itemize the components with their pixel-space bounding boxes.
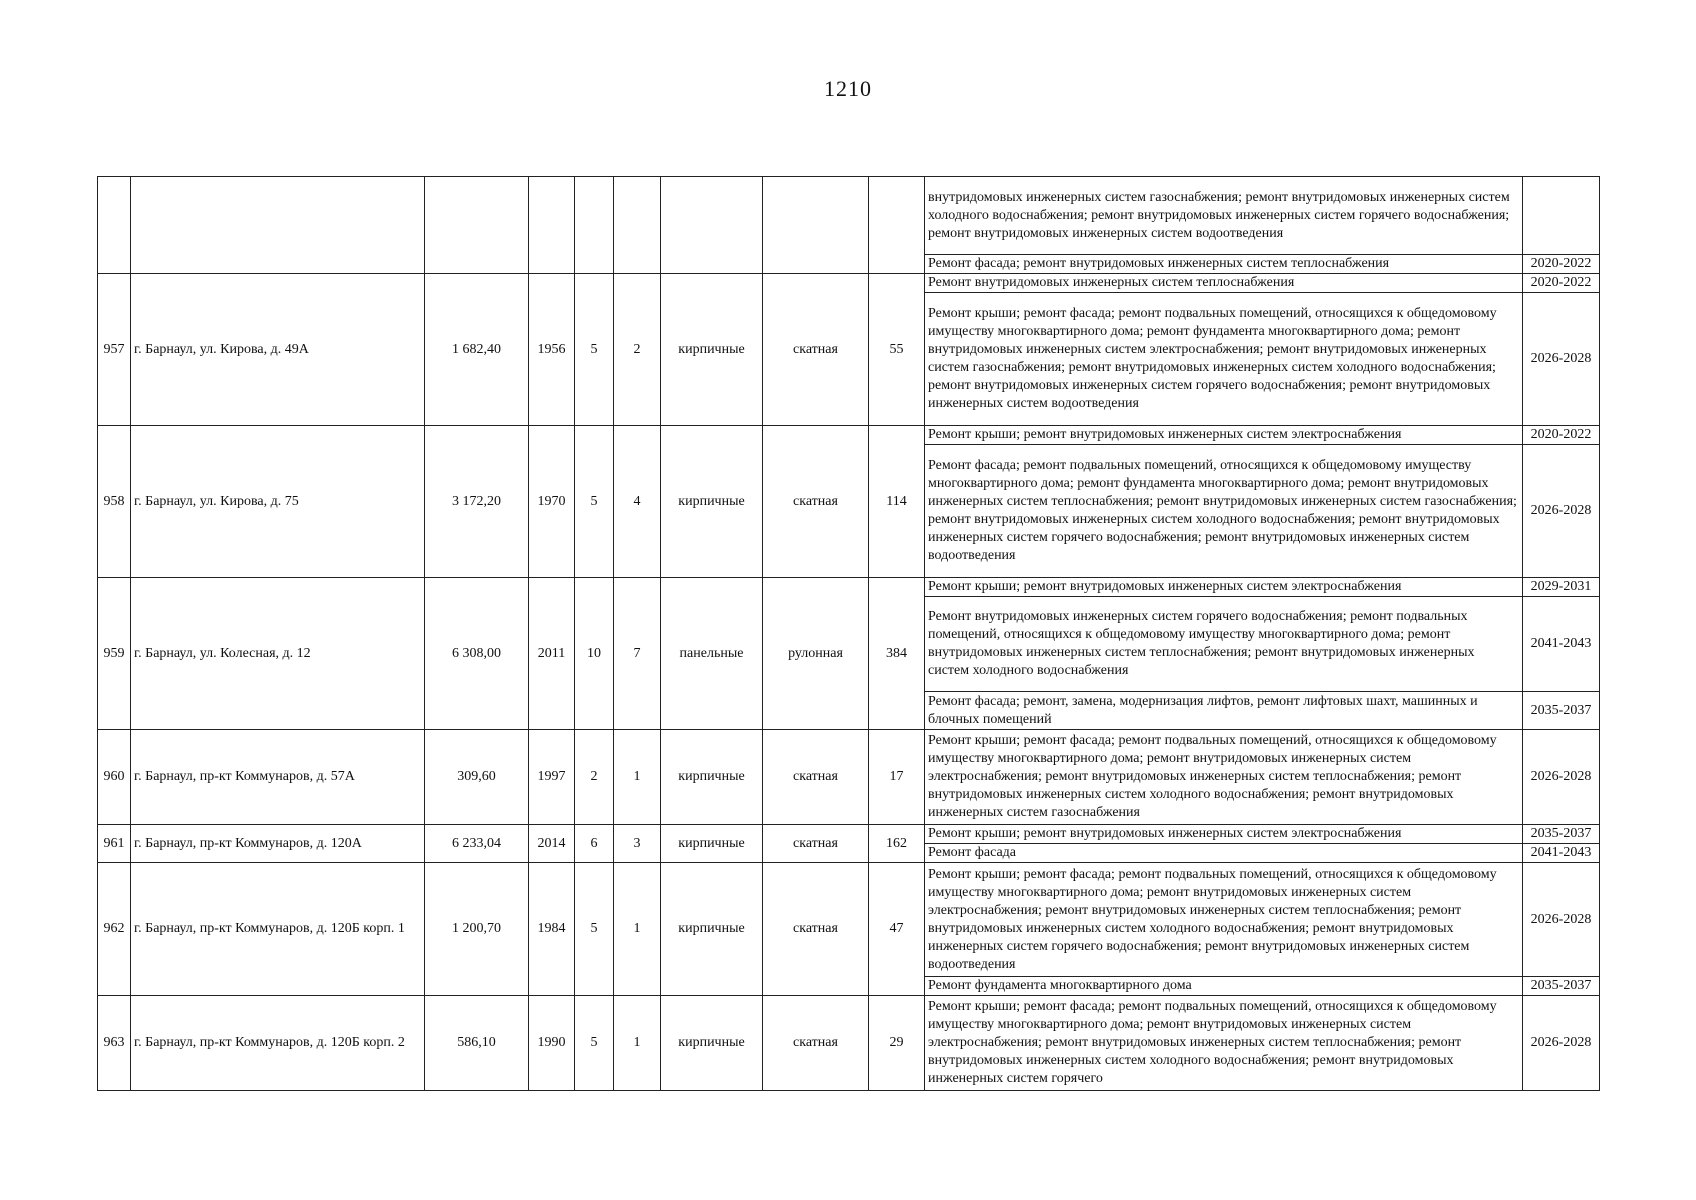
- residents-cell: 55: [869, 274, 925, 426]
- roof-cell: скатная: [763, 730, 869, 825]
- period-cell: 2026-2028: [1523, 445, 1600, 578]
- row-number: 961: [98, 825, 131, 863]
- table-row: [98, 274, 1600, 293]
- area-cell: 1 682,40: [425, 274, 529, 426]
- area-cell: 6 233,04: [425, 825, 529, 863]
- work-list-cell: Ремонт фасада; ремонт внутридомовых инженерных систем теплоснабжения: [925, 255, 1523, 274]
- table-row: [98, 863, 1600, 977]
- work-list-cell: Ремонт фасада: [925, 844, 1523, 863]
- year-cell: 1984: [529, 863, 575, 996]
- address-cell: г. Барнаул, пр-кт Коммунаров, д. 120Б корп. 1: [131, 863, 425, 996]
- work-list-cell: Ремонт крыши; ремонт внутридомовых инженерных систем электроснабжения: [925, 426, 1523, 445]
- roof-cell: скатная: [763, 274, 869, 426]
- area-cell: 6 308,00: [425, 578, 529, 730]
- work-list-cell: Ремонт фасада; ремонт, замена, модернизация лифтов, ремонт лифтовых шахт, машинных и блочных помещений: [925, 692, 1523, 730]
- entrances-cell: 1: [614, 730, 661, 825]
- residents-cell: [869, 177, 925, 274]
- residents-cell: 114: [869, 426, 925, 578]
- roof-cell: скатная: [763, 996, 869, 1091]
- address-cell: г. Барнаул, пр-кт Коммунаров, д. 120А: [131, 825, 425, 863]
- row-number: 960: [98, 730, 131, 825]
- address-cell: г. Барнаул, пр-кт Коммунаров, д. 120Б корп. 2: [131, 996, 425, 1091]
- floors-cell: 5: [575, 863, 614, 996]
- entrances-cell: [614, 177, 661, 274]
- period-cell: 2035-2037: [1523, 977, 1600, 996]
- address-cell: г. Барнаул, ул. Кирова, д. 75: [131, 426, 425, 578]
- address-cell: г. Барнаул, ул. Колесная, д. 12: [131, 578, 425, 730]
- area-cell: 309,60: [425, 730, 529, 825]
- period-cell: 2026-2028: [1523, 293, 1600, 426]
- year-cell: 1990: [529, 996, 575, 1091]
- work-list-cell: Ремонт крыши; ремонт фасада; ремонт подвальных помещений, относящихся к общедомовому имуществу многоквартирного дома; ремонт внутридомовых инженерных систем электроснабжения; ремонт внутридомовых инженерных систем теплоснабжения; ремонт внутридомовых инженерных систем холодного водоснабжения; ремонт внутридомовых инженерных систем горячего: [925, 996, 1523, 1091]
- roof-cell: скатная: [763, 863, 869, 996]
- walls-cell: кирпичные: [661, 996, 763, 1091]
- walls-cell: кирпичные: [661, 274, 763, 426]
- work-list-cell: Ремонт внутридомовых инженерных систем теплоснабжения: [925, 274, 1523, 293]
- residents-cell: 47: [869, 863, 925, 996]
- work-list-cell: Ремонт внутридомовых инженерных систем горячего водоснабжения; ремонт подвальных помещений, относящихся к общедомовому имуществу многоквартирного дома; ремонт внутридомовых инженерных систем теплоснабжения; ремонт внутридомовых инженерных систем холодного водоснабжения: [925, 597, 1523, 692]
- area-cell: 586,10: [425, 996, 529, 1091]
- year-cell: 1956: [529, 274, 575, 426]
- work-list-cell: Ремонт фасада; ремонт подвальных помещений, относящихся к общедомовому имуществу многоквартирного дома; ремонт фундамента многоквартирного дома; ремонт внутридомовых инженерных систем теплоснабжения; ремонт внутридомовых инженерных систем газоснабжения; ремонт внутридомовых инженерных систем холодного водоснабжения; ремонт внутридомовых инженерных систем горячего водоснабжения; ремонт внутридомовых инженерных систем водоотведения: [925, 445, 1523, 578]
- period-cell: 2020-2022: [1523, 255, 1600, 274]
- year-cell: 1970: [529, 426, 575, 578]
- entrances-cell: 2: [614, 274, 661, 426]
- period-cell: 2041-2043: [1523, 597, 1600, 692]
- residents-cell: 384: [869, 578, 925, 730]
- table-row: [98, 578, 1600, 597]
- year-cell: 2011: [529, 578, 575, 730]
- floors-cell: 5: [575, 426, 614, 578]
- year-cell: 1997: [529, 730, 575, 825]
- walls-cell: кирпичные: [661, 863, 763, 996]
- year-cell: [529, 177, 575, 274]
- period-cell: 2035-2037: [1523, 692, 1600, 730]
- work-list-cell: Ремонт крыши; ремонт фасада; ремонт подвальных помещений, относящихся к общедомовому имуществу многоквартирного дома; ремонт внутридомовых инженерных систем электроснабжения; ремонт внутридомовых инженерных систем теплоснабжения; ремонт внутридомовых инженерных систем холодного водоснабжения; ремонт внутридомовых инженерных систем газоснабжения: [925, 730, 1523, 825]
- entrances-cell: 1: [614, 863, 661, 996]
- period-cell: [1523, 177, 1600, 255]
- roof-cell: рулонная: [763, 578, 869, 730]
- row-number: 963: [98, 996, 131, 1091]
- floors-cell: [575, 177, 614, 274]
- floors-cell: 6: [575, 825, 614, 863]
- period-cell: 2020-2022: [1523, 274, 1600, 293]
- address-cell: г. Барнаул, ул. Кирова, д. 49А: [131, 274, 425, 426]
- floors-cell: 5: [575, 274, 614, 426]
- area-cell: 3 172,20: [425, 426, 529, 578]
- floors-cell: 5: [575, 996, 614, 1091]
- residents-cell: 29: [869, 996, 925, 1091]
- work-list-cell: Ремонт крыши; ремонт внутридомовых инженерных систем электроснабжения: [925, 825, 1523, 844]
- housing-repair-table: [97, 176, 1600, 1091]
- roof-cell: [763, 177, 869, 274]
- period-cell: 2029-2031: [1523, 578, 1600, 597]
- entrances-cell: 3: [614, 825, 661, 863]
- residents-cell: 162: [869, 825, 925, 863]
- table-row: [98, 730, 1600, 825]
- year-cell: 2014: [529, 825, 575, 863]
- table-row: [98, 825, 1600, 844]
- entrances-cell: 7: [614, 578, 661, 730]
- entrances-cell: 4: [614, 426, 661, 578]
- period-cell: 2026-2028: [1523, 863, 1600, 977]
- roof-cell: скатная: [763, 825, 869, 863]
- floors-cell: 10: [575, 578, 614, 730]
- area-cell: [425, 177, 529, 274]
- work-list-cell: Ремонт фундамента многоквартирного дома: [925, 977, 1523, 996]
- walls-cell: кирпичные: [661, 825, 763, 863]
- table-row: [98, 996, 1600, 1091]
- row-number: 958: [98, 426, 131, 578]
- work-list-cell: Ремонт крыши; ремонт фасада; ремонт подвальных помещений, относящихся к общедомовому имуществу многоквартирного дома; ремонт фундамента многоквартирного дома; ремонт внутридомовых инженерных систем электроснабжения; ремонт внутридомовых инженерных систем газоснабжения; ремонт внутридомовых инженерных систем холодного водоснабжения; ремонт внутридомовых инженерных систем горячего водоснабжения; ремонт внутридомовых инженерных систем водоотведения: [925, 293, 1523, 426]
- work-list-cell: Ремонт крыши; ремонт фасада; ремонт подвальных помещений, относящихся к общедомовому имуществу многоквартирного дома; ремонт внутридомовых инженерных систем электроснабжения; ремонт внутридомовых инженерных систем теплоснабжения; ремонт внутридомовых инженерных систем холодного водоснабжения; ремонт внутридомовых инженерных систем горячего водоснабжения; ремонт внутридомовых инженерных систем водоотведения: [925, 863, 1523, 977]
- area-cell: 1 200,70: [425, 863, 529, 996]
- entrances-cell: 1: [614, 996, 661, 1091]
- period-cell: 2035-2037: [1523, 825, 1600, 844]
- walls-cell: кирпичные: [661, 730, 763, 825]
- row-number: 957: [98, 274, 131, 426]
- period-cell: 2026-2028: [1523, 730, 1600, 825]
- address-cell: г. Барнаул, пр-кт Коммунаров, д. 57А: [131, 730, 425, 825]
- floors-cell: 2: [575, 730, 614, 825]
- page-number: 1210: [824, 76, 872, 101]
- walls-cell: кирпичные: [661, 426, 763, 578]
- table-row: [98, 177, 1600, 255]
- period-cell: 2041-2043: [1523, 844, 1600, 863]
- residents-cell: 17: [869, 730, 925, 825]
- row-number: 959: [98, 578, 131, 730]
- period-cell: 2020-2022: [1523, 426, 1600, 445]
- address-cell: [131, 177, 425, 274]
- roof-cell: скатная: [763, 426, 869, 578]
- walls-cell: панельные: [661, 578, 763, 730]
- period-cell: 2026-2028: [1523, 996, 1600, 1091]
- work-list-cell: внутридомовых инженерных систем газоснабжения; ремонт внутридомовых инженерных систем холодного водоснабжения; ремонт внутридомовых инженерных систем горячего водоснабжения; ремонт внутридомовых инженерных систем водоотведения: [925, 177, 1523, 255]
- row-number: [98, 177, 131, 274]
- table-row: [98, 426, 1600, 445]
- row-number: 962: [98, 863, 131, 996]
- work-list-cell: Ремонт крыши; ремонт внутридомовых инженерных систем электроснабжения: [925, 578, 1523, 597]
- walls-cell: [661, 177, 763, 274]
